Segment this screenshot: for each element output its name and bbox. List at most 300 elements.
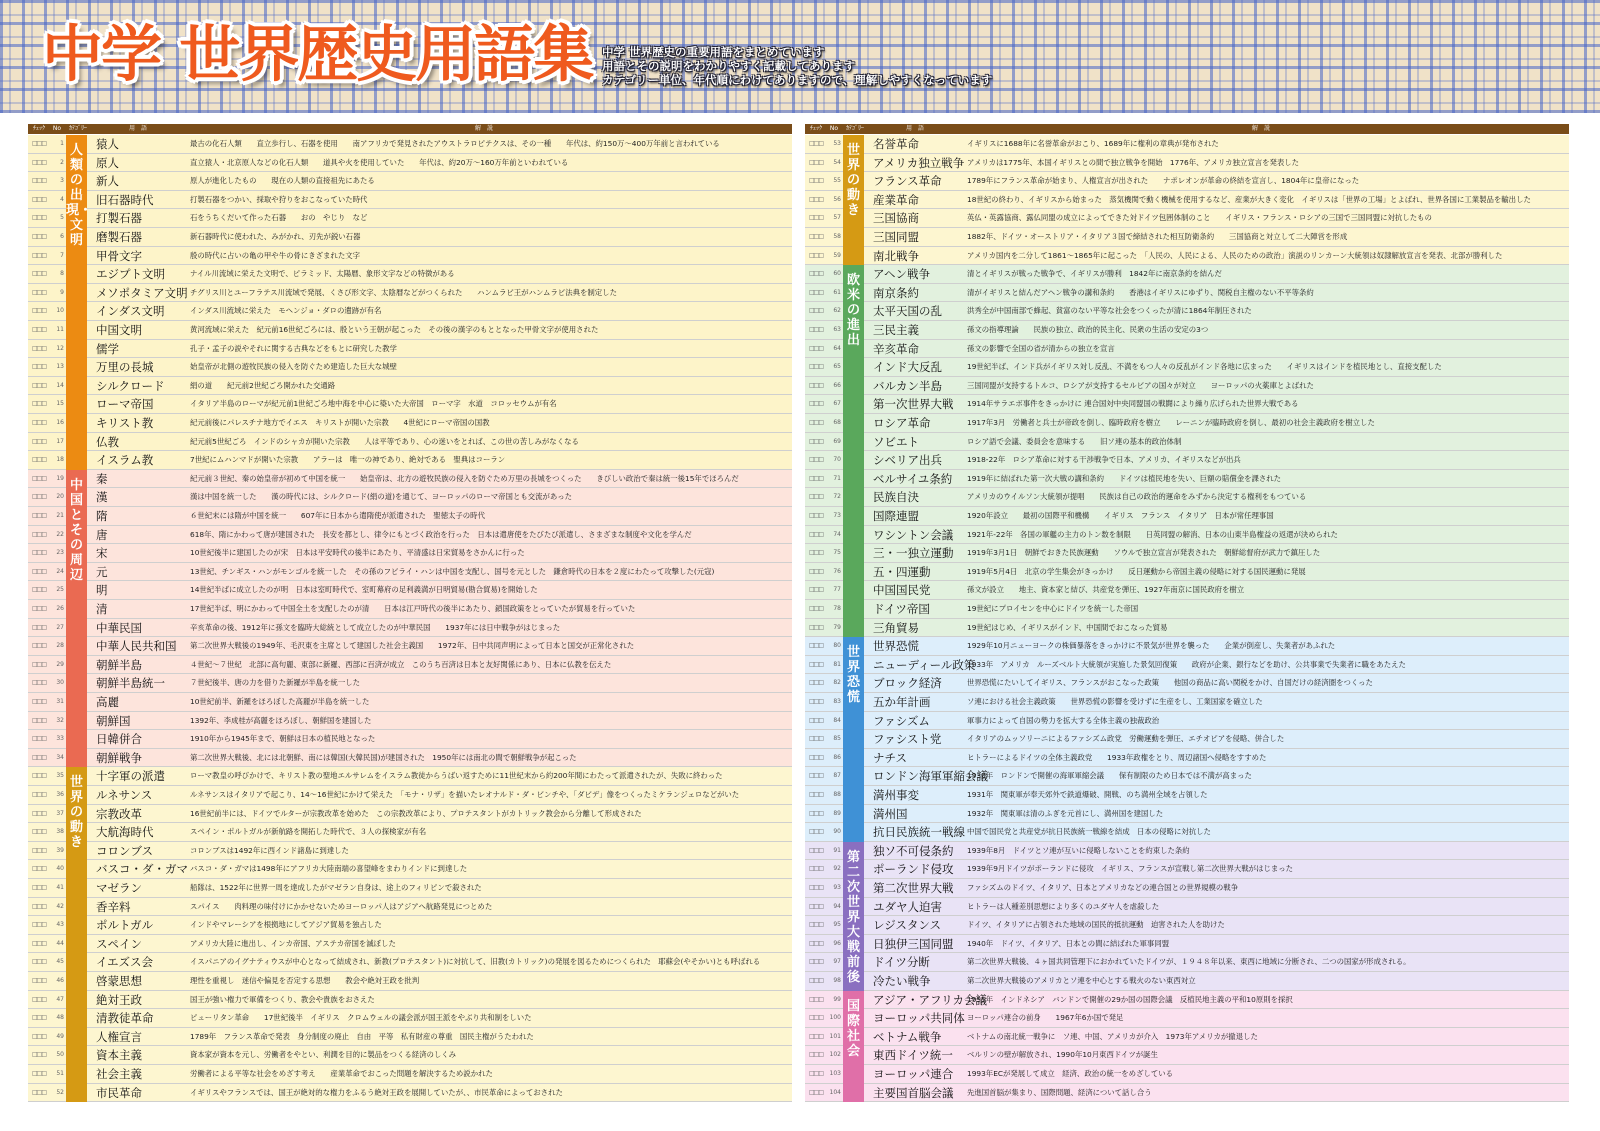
term-name: 絶対王政	[96, 992, 142, 1007]
term-description: 1789年にフランス革命が始まり、人権宣言が出された ナポレオンが革命の終結を宣言し、1804年に皇帝になった	[967, 176, 1360, 186]
term-description: 紀元前後にパレスチナ地方でイエス キリストが開いた宗教 4世紀にローマ帝国の国教	[190, 418, 490, 427]
term-name: 大航海時代	[96, 825, 154, 840]
table-row	[28, 767, 792, 786]
term-number: 23	[56, 549, 64, 557]
term-name: 三国同盟	[873, 230, 919, 244]
term-description: 1919年に結ばれた第一次大戦の講和条約 ドイツは植民地を失い、巨額の賠償金を課された	[967, 473, 1282, 483]
check-boxes[interactable]: □□□	[808, 567, 823, 575]
check-boxes[interactable]: □□□	[31, 902, 46, 910]
table-row	[28, 247, 792, 266]
term-description: イタリア半島のローマが紀元前1世紀ごろ地中海を中心に築いた大帝国 ローマ字 水道 コロッセウムが有名	[190, 399, 557, 409]
term-number: 83	[833, 698, 841, 705]
table-row	[28, 916, 792, 935]
header-check: ﾁｪｯｸ	[32, 125, 45, 132]
check-boxes[interactable]: □□□	[31, 195, 46, 203]
table-row	[805, 1084, 1569, 1103]
term-description: 国王が強い権力で軍備をつくり、教会や貴族をおさえた	[190, 994, 375, 1004]
check-boxes[interactable]: □□□	[31, 716, 46, 724]
term-number: 14	[56, 381, 64, 389]
check-boxes[interactable]: □□□	[31, 400, 46, 408]
table-row	[28, 898, 792, 917]
check-boxes[interactable]: □□□	[808, 307, 823, 315]
table-row	[805, 1028, 1569, 1047]
term-description: インドやマレーシアを根拠地にしてアジア貿易を独占した	[190, 920, 382, 930]
header-banner	[0, 0, 1600, 113]
term-description: 19世紀半ば、インド兵がイギリス対し反乱、不満をもつ人々の反乱がインド各地に広まった イギリスはインドを植民地とし、直接支配した	[967, 362, 1442, 372]
check-boxes[interactable]: □□□	[31, 381, 46, 389]
term-number: 53	[833, 140, 841, 147]
term-number: 35	[56, 772, 64, 780]
term-name: 市民革命	[96, 1085, 142, 1100]
term-number: 69	[833, 437, 841, 445]
table-row	[805, 991, 1569, 1010]
term-description: 孔子・孟子の説やそれに関する古典などをもとに研究した教学	[190, 343, 397, 353]
term-description: 第二次世界大戦後、４ヶ国共同管理下におかれていたドイツが、１９４８年以来、東西に地域に分断され、二つの国家が形成される。	[967, 957, 1411, 967]
page-title: 中学 世界歴史用語集	[42, 19, 593, 90]
check-boxes[interactable]: □□□	[808, 623, 823, 631]
term-description: 1914年サラエボ事件をきっかけに 連合国対中央同盟国の戦闘により繰り広げられた世界大戦である	[967, 399, 1299, 409]
check-boxes[interactable]: □□□	[31, 753, 46, 761]
term-description: 1930年 ロンドンで開催の海軍軍縮会議 保有制限のため日本では不満が高まった	[967, 771, 1252, 781]
term-name: 人権宣言	[96, 1029, 142, 1044]
term-description: 1392年、李成桂が高麗をほろぼし、朝鮮国を建国した	[190, 715, 372, 725]
term-number: 6	[60, 233, 64, 240]
header-no: No	[829, 125, 839, 132]
check-boxes[interactable]: □□□	[31, 939, 46, 947]
term-name: 清	[96, 602, 108, 616]
term-name: ベトナム戦争	[873, 1029, 942, 1044]
term-name: シベリア出兵	[873, 453, 942, 468]
term-name: 産業革命	[873, 192, 919, 207]
term-name: ニューディール政策	[873, 657, 976, 672]
check-boxes[interactable]: □□□	[31, 865, 46, 873]
term-name: 宋	[96, 546, 108, 561]
check-boxes[interactable]: □□□	[31, 493, 46, 501]
term-name: エジプト文明	[96, 267, 165, 282]
table-row	[28, 1084, 792, 1103]
term-number: 98	[833, 977, 841, 984]
table-row	[28, 395, 792, 414]
table-row	[28, 209, 792, 228]
check-boxes[interactable]: □□□	[31, 474, 46, 482]
term-name: 猿人	[96, 137, 119, 151]
check-boxes[interactable]: □□□	[31, 1088, 46, 1096]
check-boxes[interactable]: □□□	[31, 288, 46, 296]
check-boxes[interactable]: □□□	[808, 679, 823, 687]
check-boxes[interactable]: □□□	[31, 642, 46, 650]
term-description: 最古の化石人類 直立歩行し、石器を使用 南アフリカで発見されたアウストラロピテクスは、その一種 年代は、約150万～400万年前と言われている	[190, 139, 720, 148]
term-description: 清とイギリスが戦った戦争で、イギリスが勝利 1842年に南京条約を結んだ	[967, 269, 1222, 279]
term-name: 民族自決	[873, 490, 919, 505]
check-boxes[interactable]: □□□	[31, 251, 46, 259]
check-boxes[interactable]: □□□	[31, 270, 46, 278]
term-name: 打製石器	[96, 211, 142, 226]
term-number: 92	[833, 865, 841, 873]
check-boxes[interactable]: □□□	[808, 735, 823, 743]
header-term: 用 語	[128, 125, 147, 132]
check-boxes[interactable]: □□□	[808, 772, 823, 780]
term-number: 65	[833, 363, 841, 371]
term-name: 五か年計画	[873, 695, 931, 709]
term-name: 社会主義	[96, 1067, 142, 1081]
term-description: 始皇帝が北側の遊牧民族の侵入を防ぐため建造した巨大な城壁	[190, 362, 397, 372]
term-number: 16	[56, 419, 64, 426]
check-boxes[interactable]: □□□	[31, 419, 46, 426]
table-row	[805, 209, 1569, 228]
check-boxes[interactable]: □□□	[808, 642, 823, 650]
check-boxes[interactable]: □□□	[808, 791, 823, 798]
term-name: 三民主義	[873, 323, 919, 337]
check-boxes[interactable]: □□□	[808, 1014, 823, 1022]
term-number: 43	[56, 921, 64, 929]
term-description: 資本家が資本を元し、労働者をやとい、利潤を目的に製品をつくる経済のしくみ	[190, 1050, 457, 1060]
check-boxes[interactable]: □□□	[808, 977, 823, 984]
check-boxes[interactable]: □□□	[808, 902, 823, 910]
term-name: アヘン戦争	[873, 267, 931, 282]
term-description: 洪秀全が中国南部で蜂起、貧富のない平等な社会をつくったが清に1864年制圧された	[967, 306, 1252, 316]
check-boxes[interactable]: □□□	[808, 177, 823, 185]
term-number: 21	[56, 512, 64, 519]
term-description: チグリス川とユーフラテス川流域で発展、くさび形文字、太陰暦などがつくられた ハンムラビ王がハンムラビ法典を制定した	[190, 287, 617, 297]
check-boxes[interactable]: □□□	[31, 846, 46, 854]
check-boxes[interactable]: □□□	[808, 344, 823, 352]
check-boxes[interactable]: □□□	[31, 623, 46, 631]
check-boxes[interactable]: □□□	[31, 177, 46, 185]
term-description: ルネサンスはイタリアで起こり、14～16世紀にかけて栄えた 「モナ・リザ」を描いたレオナルド・ダ・ビンチや、「ダビデ」像をつくったミケランジェロなどがいた	[190, 790, 740, 799]
term-name: 辛亥革命	[873, 341, 919, 356]
term-name: 磨製石器	[96, 230, 142, 244]
check-boxes[interactable]: □□□	[808, 809, 823, 817]
table-row	[805, 656, 1569, 675]
term-name: ポルトガル	[96, 918, 154, 933]
term-name: バスコ・ダ・ガマ	[96, 862, 188, 877]
check-boxes[interactable]: □□□	[808, 363, 823, 371]
term-number: 77	[833, 586, 841, 594]
check-boxes[interactable]: □□□	[31, 995, 46, 1003]
table-row	[805, 228, 1569, 247]
table-row	[28, 712, 792, 731]
term-name: 新人	[96, 174, 119, 189]
check-boxes[interactable]: □□□	[808, 381, 823, 389]
category-label: 国際社会	[843, 991, 864, 1103]
check-boxes[interactable]: □□□	[31, 1070, 46, 1077]
table-row	[805, 544, 1569, 563]
check-boxes[interactable]: □□□	[808, 195, 823, 203]
term-name: フランス革命	[873, 174, 942, 189]
check-boxes[interactable]: □□□	[31, 140, 46, 147]
term-name: 第一次世界大戦	[873, 397, 954, 412]
check-boxes[interactable]: □□□	[31, 977, 46, 984]
term-description: 1918-22年 ロシア革命に対する干渉戦争で日本、アメリカ、イギリスなどが出兵	[967, 455, 1241, 465]
check-boxes[interactable]: □□□	[31, 567, 46, 575]
check-boxes[interactable]: □□□	[808, 158, 823, 166]
check-boxes[interactable]: □□□	[31, 214, 46, 222]
check-boxes[interactable]: □□□	[808, 865, 823, 873]
term-description: 紀元前5世紀ごろ インドのシャカが開いた宗教 人は平等であり、心の迷いをとれば、この世の苦しみがなくなる	[190, 436, 579, 446]
term-number: 68	[833, 419, 841, 426]
term-name: スペイン	[96, 936, 142, 951]
term-name: 朝鮮半島統一	[96, 676, 165, 691]
term-name: ロシア革命	[873, 416, 931, 430]
term-description: 労働者による平等な社会をめざす考え 産業革命でおこった問題を解決するため説かれた	[190, 1069, 493, 1078]
subtitle-line: 用語とその説明をわかりやすく記載してあります	[602, 59, 855, 73]
category-label: 欧米の進出	[843, 265, 864, 637]
left-term-table	[28, 124, 792, 1102]
check-boxes[interactable]: □□□	[808, 1032, 823, 1040]
table-row	[28, 563, 792, 582]
term-number: 55	[833, 177, 841, 185]
term-description: コロンブスは1492年に西インド諸島に到達した	[190, 845, 349, 855]
check-boxes[interactable]: □□□	[31, 791, 46, 798]
check-boxes[interactable]: □□□	[31, 158, 46, 166]
term-number: 51	[56, 1070, 64, 1077]
term-name: 冷たい戦争	[873, 974, 931, 988]
term-name: 朝鮮半島	[96, 657, 142, 672]
table-row	[805, 507, 1569, 526]
table-row	[805, 693, 1569, 712]
check-boxes[interactable]: □□□	[31, 344, 46, 352]
table-row	[28, 470, 792, 489]
table-row	[28, 1009, 792, 1028]
term-number: 9	[60, 288, 64, 296]
table-row	[28, 805, 792, 824]
term-description: 第二次世界大戦後のアメリカとソ連を中心とする戦火のない東西対立	[967, 976, 1196, 985]
table-row	[805, 433, 1569, 452]
check-boxes[interactable]: □□□	[808, 1088, 823, 1096]
term-name: 世界恐慌	[873, 639, 919, 654]
term-number: 49	[56, 1032, 64, 1040]
term-description: 第二次世界大戦後の1949年、毛沢東を主席として建国した社会主義国 1972年、日中共同声明によって日本と国交が正常化された	[190, 641, 635, 651]
term-description: 孫文の影響で全国の省が清からの独立を宣言	[967, 343, 1115, 353]
term-description: 1789年 フランス革命で発表 身分制度の廃止 自由 平等 私有財産の尊重 国民主権がうたわれた	[190, 1031, 534, 1041]
term-number: 61	[833, 288, 841, 296]
term-description: 618年、隋にかわって唐が建国された 長安を都とし、律令にもとづく政治を行った 日本は遣唐使をたびたび派遣し、さまざまな制度や文化を学んだ	[190, 529, 692, 539]
check-boxes[interactable]: □□□	[808, 884, 823, 891]
check-boxes[interactable]: □□□	[808, 530, 823, 538]
term-name: 中華民国	[96, 620, 142, 635]
check-boxes[interactable]: □□□	[808, 474, 823, 482]
check-boxes[interactable]: □□□	[808, 437, 823, 445]
term-name: 秦	[96, 471, 108, 486]
table-header	[28, 124, 792, 134]
check-boxes[interactable]: □□□	[31, 735, 46, 743]
term-name: インダス文明	[96, 304, 165, 319]
check-boxes[interactable]: □□□	[808, 456, 823, 464]
check-boxes[interactable]: □□□	[808, 846, 823, 854]
term-description: 紀元前３世紀、秦の始皇帝が初めて中国を統一 始皇帝は、北方の遊牧民族の侵入を防ぐため万里の長城をつくった きびしい政治で秦は統一後15年でほろんだ	[190, 473, 739, 483]
header-category: ｶﾃｺﾞﾘｰ	[68, 125, 87, 132]
check-boxes[interactable]: □□□	[808, 140, 823, 147]
term-description: 第二次世界大戦後、北には北朝鮮、南には韓国(大韓民国)が建国された 1950年には南北の間で朝鮮戦争が起こった	[190, 752, 577, 762]
check-boxes[interactable]: □□□	[31, 512, 46, 519]
check-boxes[interactable]: □□□	[808, 939, 823, 947]
check-boxes[interactable]: □□□	[31, 884, 46, 891]
check-boxes[interactable]: □□□	[31, 1051, 46, 1059]
category-label: 人類の出現・文明	[66, 135, 87, 470]
check-boxes[interactable]: □□□	[31, 660, 46, 668]
table-row	[28, 1046, 792, 1065]
table-row	[28, 693, 792, 712]
check-boxes[interactable]: □□□	[31, 1014, 46, 1022]
header-desc: 解 説	[474, 125, 493, 132]
term-name: レジスタンス	[873, 918, 942, 933]
check-boxes[interactable]: □□□	[31, 233, 46, 240]
term-number: 60	[833, 270, 841, 278]
term-number: 79	[833, 623, 841, 631]
term-name: 中国国民党	[873, 583, 931, 598]
header-check: ﾁｪｯｸ	[809, 125, 822, 132]
table-row	[28, 451, 792, 470]
term-description: ヒトラーは人種差別思想により多くのユダヤ人を虐殺した	[967, 901, 1160, 911]
check-boxes[interactable]: □□□	[31, 605, 46, 612]
table-row	[28, 302, 792, 321]
check-boxes[interactable]: □□□	[808, 660, 823, 668]
check-boxes[interactable]: □□□	[31, 530, 46, 538]
check-boxes[interactable]: □□□	[31, 307, 46, 315]
term-description: ヒトラーによるドイツの全体主義政党 1933年政権をとり、周辺諸国へ侵略をすすめた	[967, 752, 1267, 762]
header-category: ｶﾃｺﾞﾘｰ	[845, 125, 864, 132]
term-description: ４世紀～７世紀 北部に高句麗、東部に新羅、西部に百済が成立 このうち百済は日本と友好関係にあり、日本に仏教を伝えた	[190, 659, 612, 669]
term-number: 41	[56, 884, 64, 891]
term-number: 97	[833, 958, 841, 966]
check-boxes[interactable]: □□□	[31, 363, 46, 371]
term-description: 殷の時代に占いの亀の甲や牛の骨にきざまれた文字	[190, 250, 360, 260]
check-boxes[interactable]: □□□	[808, 288, 823, 296]
check-boxes[interactable]: □□□	[808, 716, 823, 724]
table-row	[805, 1046, 1569, 1065]
term-name: インド大反乱	[873, 360, 942, 375]
term-description: ソ連における社会主義政策 世界恐慌の影響を受けずに生産をし、工業国家を確立した	[967, 697, 1263, 706]
term-description: ピューリタン革命 17世紀後半 イギリス クロムウェルの議会派が国王派をやぶり共和制をしいた	[190, 1013, 532, 1023]
term-number: 103	[829, 1070, 841, 1077]
table-row	[805, 1009, 1569, 1028]
check-boxes[interactable]: □□□	[808, 233, 823, 240]
check-boxes[interactable]: □□□	[808, 512, 823, 519]
term-name: 南北戦争	[873, 248, 919, 263]
term-description: 1932年 関東軍は清のふぎを元首にし、満州国を建国した	[967, 808, 1164, 818]
term-description: 三国同盟が支持するトルコ、ロシアが支持するセルビアの国々が対立 ヨーロッパの火薬庫とよばれた	[967, 380, 1314, 390]
term-description: ファシズムのドイツ、イタリア、日本とアメリカなどの連合国との世界規模の戦争	[967, 883, 1239, 892]
term-description: 1919年5月4日 北京の学生集会がきっかけ 反日運動から帝国主義の侵略に対する国民運動に発展	[967, 566, 1306, 576]
check-boxes[interactable]: □□□	[808, 251, 823, 259]
term-description: 孫文が設立 地主、資本家と結び、共産党を弾圧、1927年南京に国民政府を樹立	[967, 585, 1245, 595]
term-name: ポーランド侵攻	[873, 862, 954, 877]
check-boxes[interactable]: □□□	[31, 958, 46, 966]
check-boxes[interactable]: □□□	[31, 549, 46, 557]
term-name: 資本主義	[96, 1048, 142, 1063]
check-boxes[interactable]: □□□	[808, 921, 823, 929]
check-boxes[interactable]: □□□	[808, 493, 823, 501]
term-name: 元	[96, 564, 108, 579]
check-boxes[interactable]: □□□	[808, 214, 823, 222]
check-boxes[interactable]: □□□	[808, 995, 823, 1003]
term-description: 打製石器をつかい、採取や狩りをおこなっていた時代	[190, 194, 368, 204]
table-row	[805, 191, 1569, 210]
check-boxes[interactable]: □□□	[808, 270, 823, 278]
term-number: 94	[833, 902, 841, 910]
term-number: 104	[829, 1088, 841, 1096]
table-row	[805, 1065, 1569, 1084]
term-description: ヨーロッパ連合の前身 1967年6か国で発足	[967, 1013, 1124, 1023]
term-description: ６世紀末には隋が中国を統一 607年に日本から遣隋使が派遣された 聖徳太子の時代	[190, 511, 485, 520]
table-row	[28, 637, 792, 656]
term-number: 18	[56, 456, 64, 464]
term-name: 明	[96, 583, 108, 598]
term-description: 原人が進化したもの 現在の人類の直接祖先にあたる	[190, 176, 375, 186]
term-number: 101	[829, 1032, 841, 1040]
term-number: 12	[56, 344, 64, 352]
term-number: 4	[60, 195, 64, 203]
check-boxes[interactable]: □□□	[31, 828, 46, 836]
term-description: バスコ・ダ・ガマは1498年にアフリカ大陸南端の喜望峰をまわりインドに到達した	[190, 864, 468, 874]
term-description: 漢は中国を統一した 漢の時代には、シルクロード(絹の道)を通じて、ヨーロッパのローマ帝国とも交流があった	[190, 492, 572, 502]
check-boxes[interactable]: □□□	[808, 400, 823, 408]
check-boxes[interactable]: □□□	[31, 772, 46, 780]
term-number: 85	[833, 735, 841, 743]
term-number: 72	[833, 493, 841, 501]
table-row	[805, 488, 1569, 507]
term-name: 中華人民共和国	[96, 639, 177, 654]
term-number: 20	[56, 493, 64, 501]
check-boxes[interactable]: □□□	[31, 1032, 46, 1040]
check-boxes[interactable]: □□□	[31, 437, 46, 445]
term-number: 13	[56, 363, 64, 371]
check-boxes[interactable]: □□□	[808, 326, 823, 333]
check-boxes[interactable]: □□□	[808, 605, 823, 612]
term-description: 清がイギリスと結んだアヘン戦争の講和条約 香港はイギリスにゆずり、関税自主権のない不平等条約	[967, 287, 1314, 297]
table-row	[28, 358, 792, 377]
term-name: 第二次世界大戦	[873, 881, 954, 895]
term-description: 1929年10月ニューヨークの株価暴落をきっかけに不景気が世界を襲った 企業が倒産し、失業者があふれた	[967, 641, 1336, 651]
table-row	[805, 284, 1569, 303]
term-name: 朝鮮国	[96, 713, 131, 728]
check-boxes[interactable]: □□□	[808, 698, 823, 705]
term-description: 17世紀半ば、明にかわって中国全土を支配したのが清 日本は江戸時代の後半にあたり、鎖国政策をとっていたが貿易を行っていた	[190, 604, 636, 613]
check-boxes[interactable]: □□□	[808, 958, 823, 966]
term-description: 1919年3月1日 朝鮮でおきた民族運動 ソウルで独立宣言が発表された 朝鮮総督府が武力で鎮圧した	[967, 548, 1321, 558]
check-boxes[interactable]: □□□	[31, 921, 46, 929]
check-boxes[interactable]: □□□	[31, 326, 46, 333]
check-boxes[interactable]: □□□	[808, 828, 823, 836]
check-boxes[interactable]: □□□	[808, 753, 823, 761]
subtitle-line: 中学 世界歴史の重要用語をまとめています	[602, 45, 825, 59]
check-boxes[interactable]: □□□	[31, 698, 46, 705]
check-boxes[interactable]: □□□	[808, 1051, 823, 1059]
term-name: ヨーロッパ連合	[873, 1067, 954, 1081]
term-description: スペイン・ポルトガルが新航路を開拓した時代で、３人の探検家が有名	[190, 827, 427, 837]
term-description: 1910年から1945年まで、朝鮮は日本の植民地となった	[190, 734, 376, 744]
term-name: 原人	[96, 155, 119, 170]
table-row	[28, 953, 792, 972]
table-row	[28, 842, 792, 861]
term-number: 99	[833, 995, 841, 1003]
table-row	[28, 544, 792, 563]
table-row	[28, 191, 792, 210]
term-number: 102	[829, 1051, 841, 1059]
table-row	[805, 786, 1569, 805]
term-name: ドイツ帝国	[873, 602, 930, 616]
table-row	[28, 786, 792, 805]
check-boxes[interactable]: □□□	[808, 586, 823, 594]
check-boxes[interactable]: □□□	[31, 586, 46, 594]
check-boxes[interactable]: □□□	[808, 549, 823, 557]
check-boxes[interactable]: □□□	[31, 679, 46, 687]
check-boxes[interactable]: □□□	[808, 419, 823, 426]
check-boxes[interactable]: □□□	[808, 1070, 823, 1077]
check-boxes[interactable]: □□□	[31, 456, 46, 464]
term-description: 1882年、ドイツ・オーストリア・イタリア３国で締結された相互防衛条約 三国協商と対立して二大陣営を形成	[967, 232, 1348, 241]
check-boxes[interactable]: □□□	[31, 809, 46, 817]
